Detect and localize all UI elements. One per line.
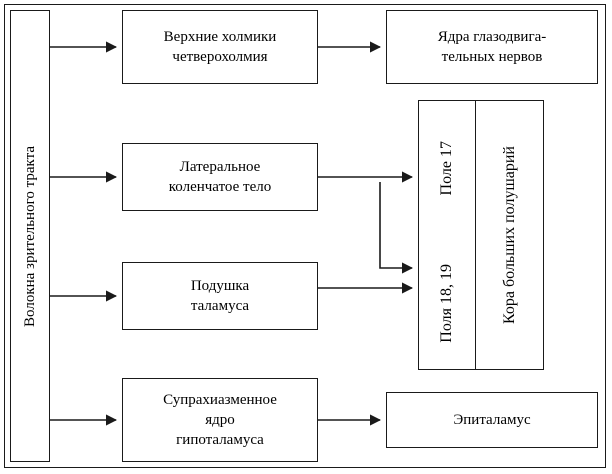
fields-18-19-cell xyxy=(419,236,475,371)
oculomotor-nuclei-line-2: тельных нервов xyxy=(441,49,543,65)
thalamus-pulvinar-box xyxy=(122,262,318,330)
cortex-fields-column xyxy=(419,101,476,369)
source-tract-box xyxy=(10,10,50,462)
lateral-geniculate-line-1: Латеральное xyxy=(179,158,261,175)
suprachiasmatic-nucleus-box xyxy=(122,378,318,462)
lateral-geniculate-line-2: коленчатое тело xyxy=(168,179,272,195)
field-17-cell xyxy=(419,101,475,236)
superior-colliculi-line-1: Верхние холмики xyxy=(163,28,277,45)
suprachiasmatic-line-2: ядро xyxy=(205,411,235,428)
thalamus-pulvinar-line-2: таламуса xyxy=(190,298,250,314)
field-17-label: Поле 17 xyxy=(438,141,456,196)
epithalamus-label: Эпиталамус xyxy=(453,411,531,428)
suprachiasmatic-line-1: Супрахиазменное xyxy=(163,391,277,408)
thalamus-pulvinar-line-1: Подушка xyxy=(190,277,250,294)
source-tract-label: Волокна зрительного тракта xyxy=(22,145,38,327)
cortex-label-column xyxy=(476,101,543,369)
cortex-label: Кора больших полушарий xyxy=(500,146,518,324)
fields-18-19-label: Поля 18, 19 xyxy=(438,264,456,343)
epithalamus-box xyxy=(386,392,598,448)
suprachiasmatic-line-3: гипоталамуса xyxy=(176,432,264,449)
oculomotor-nuclei-line-1: Ядра глазодвига- xyxy=(437,28,547,45)
cortex-group-box xyxy=(418,100,544,370)
superior-colliculi-box xyxy=(122,10,318,84)
superior-colliculi-line-2: четверохолмия xyxy=(172,49,268,65)
lateral-geniculate-body-box xyxy=(122,143,318,211)
oculomotor-nuclei-box xyxy=(386,10,598,84)
